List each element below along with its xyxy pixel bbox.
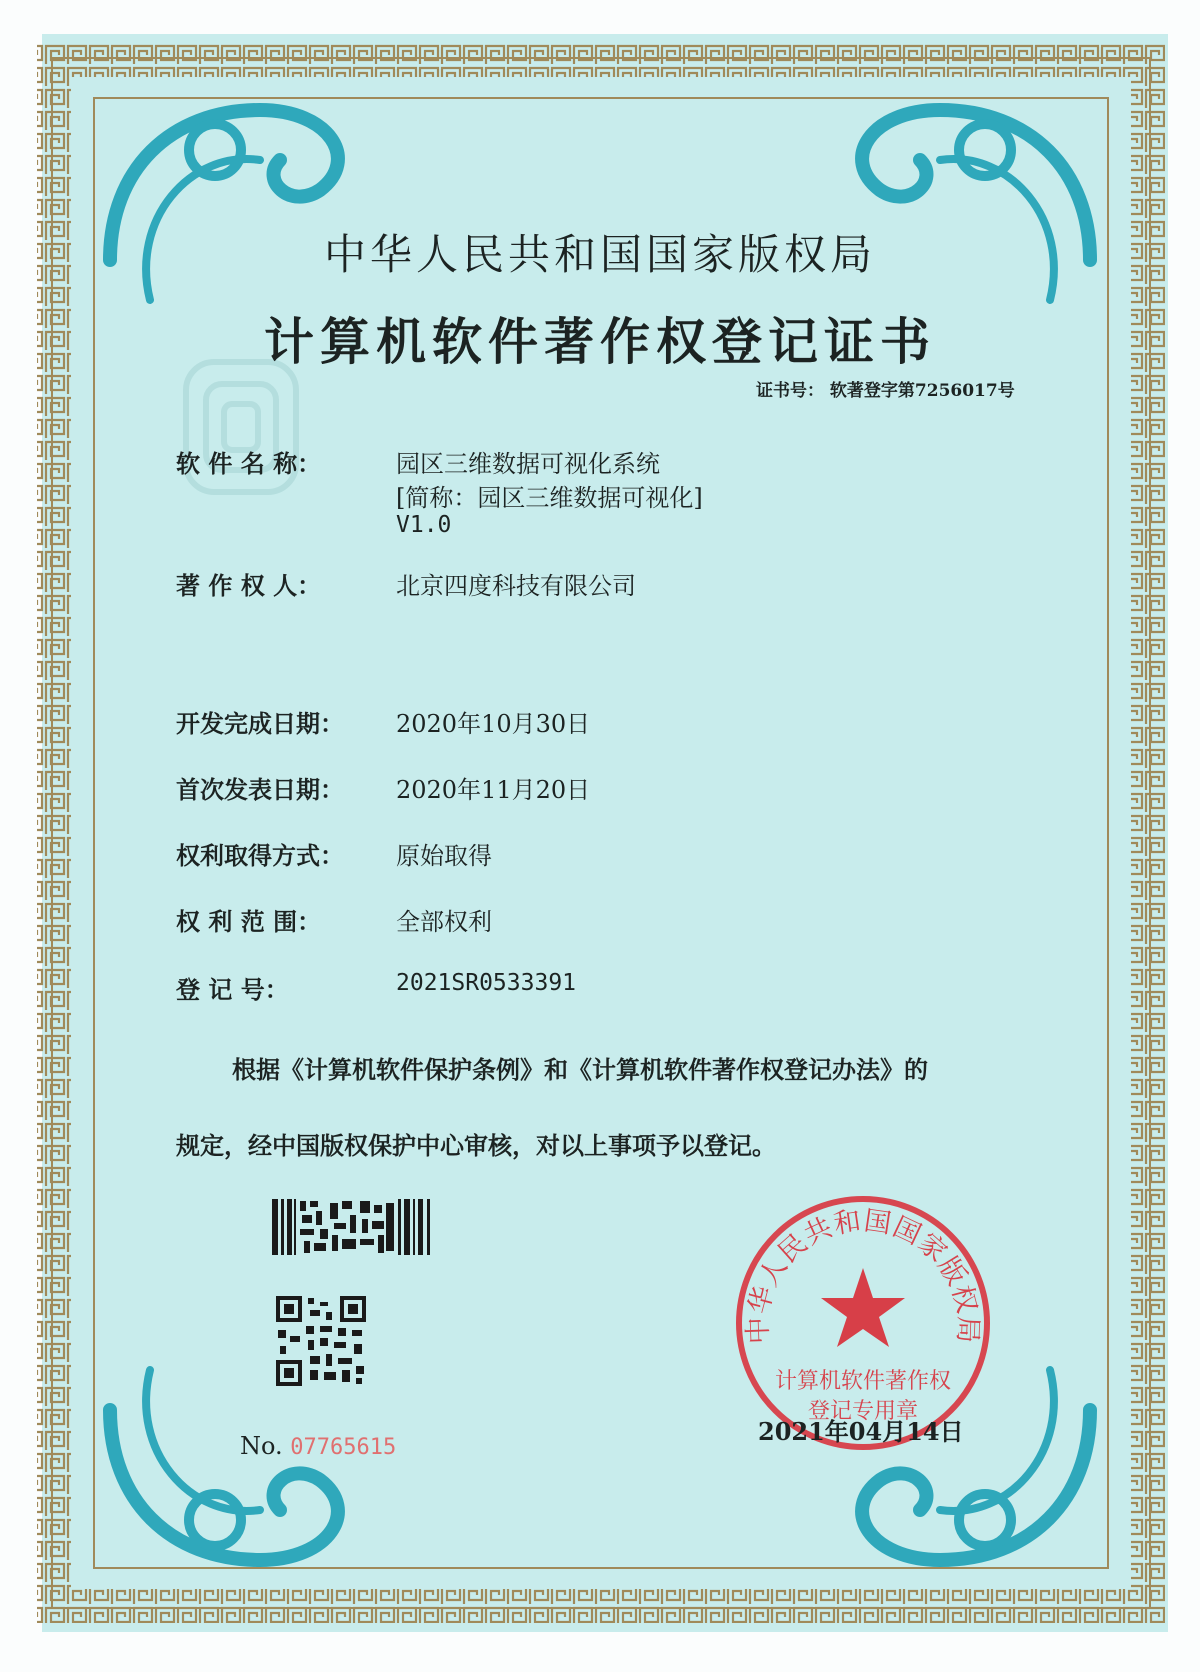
rights-scope-value: 全部权利	[396, 908, 492, 936]
certificate-title: 计算机软件著作权登记证书	[264, 312, 936, 371]
owner-value: 北京四度科技有限公司	[396, 572, 636, 600]
serial-digits: 07765615	[290, 1435, 397, 1460]
rights-scope-label: 权 利 范 围：	[176, 907, 322, 936]
barcode-image	[272, 1199, 434, 1255]
legal-basis-line1: 根据《计算机软件保护条例》和《计算机软件著作权登记办法》的	[232, 1055, 928, 1084]
serial-prefix: No.	[240, 1432, 283, 1460]
registration-number-value: 2021SR0533391	[396, 970, 577, 996]
serial-number	[240, 1432, 396, 1460]
pub-date-value: 2020年11月20日	[396, 776, 591, 804]
svg-text:登记专用章: 登记专用章	[807, 1399, 919, 1424]
qr-code-image	[276, 1296, 366, 1386]
dev-date-label: 开发完成日期：	[176, 709, 344, 738]
acquire-method-label: 权利取得方式：	[176, 841, 344, 870]
software-short-name: [简称：园区三维数据可视化]	[396, 484, 703, 512]
issue-date: 2021年04月14日	[758, 1417, 964, 1446]
acquire-method-value: 原始取得	[396, 842, 492, 870]
software-version: V1.0	[396, 512, 452, 538]
certificate-number: 证书号： 软著登字第7256017号	[756, 381, 1015, 401]
owner-label: 著 作 权 人：	[176, 571, 322, 600]
pub-date-label: 首次发表日期：	[176, 775, 344, 804]
svg-text:计算机软件著作权: 计算机软件著作权	[774, 1369, 952, 1394]
software-name: 园区三维数据可视化系统	[396, 450, 660, 478]
corner-ornament-bottom-left	[110, 1370, 338, 1560]
legal-basis-line2: 规定，经中国版权保护中心审核，对以上事项予以登记。	[176, 1131, 776, 1160]
dev-date-value: 2020年10月30日	[396, 710, 591, 738]
software-name-label: 软 件 名 称：	[176, 449, 322, 478]
issuing-authority-title: 中华人民共和国国家版权局	[323, 230, 876, 279]
registration-number-label: 登 记 号：	[176, 975, 289, 1004]
svg-text:中华人民共和国国家版权局: 中华人民共和国国家版权局	[742, 1205, 984, 1345]
